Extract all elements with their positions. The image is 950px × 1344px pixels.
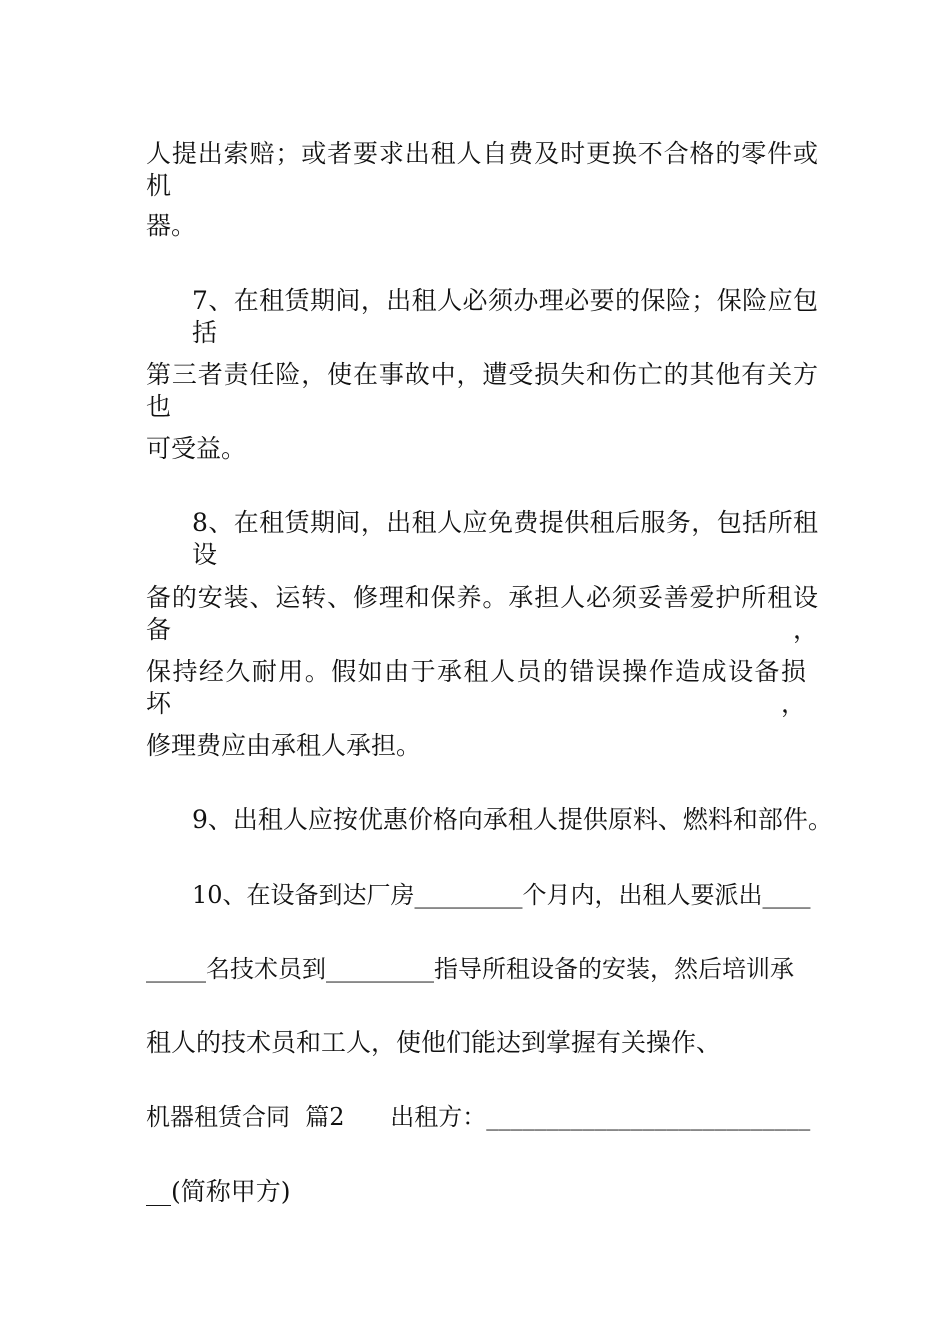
text-line-10: 9、出租人应按优惠价格向承租人提供原料、燃料和部件。: [192, 805, 833, 834]
text-line-3: 7、在租赁期间，出租人必须办理必要的保险；保险应包括: [192, 286, 818, 347]
text-line-4: 第三者责任险，使在事故中，遭受损失和伤亡的其他有关方也: [146, 360, 818, 421]
text-line-15: __(简称甲方): [146, 1177, 291, 1206]
text-line-2: 器。: [146, 211, 197, 240]
text-line-8: 保持经久耐用。假如由于承租人员的错误操作造成设备损坏，: [146, 657, 806, 718]
text-line-13: 租人的技术员和工人，使他们能达到掌握有关操作、: [146, 1028, 722, 1057]
text-line-11: 10、在设备到达厂房_________个月内，出租人要派出____: [192, 881, 811, 909]
text-line-9: 修理费应由承租人承担。: [146, 731, 422, 760]
text-line-14: 机器租赁合同 篇2 出租方：___________________________: [146, 1103, 811, 1131]
text-line-12: _____名技术员到_________指导所租设备的安装，然后培训承: [146, 955, 794, 983]
text-line-6: 8、在租赁期间，出租人应免费提供租后服务，包括所租设: [192, 508, 818, 569]
text-line-5: 可受益。: [146, 434, 247, 463]
text-line-1: 人提出索赔；或者要求出租人自费及时更换不合格的零件或机: [146, 139, 818, 200]
text-line-7: 备的安装、运转、修理和保养。承担人必须妥善爱护所租设备，: [146, 583, 818, 644]
